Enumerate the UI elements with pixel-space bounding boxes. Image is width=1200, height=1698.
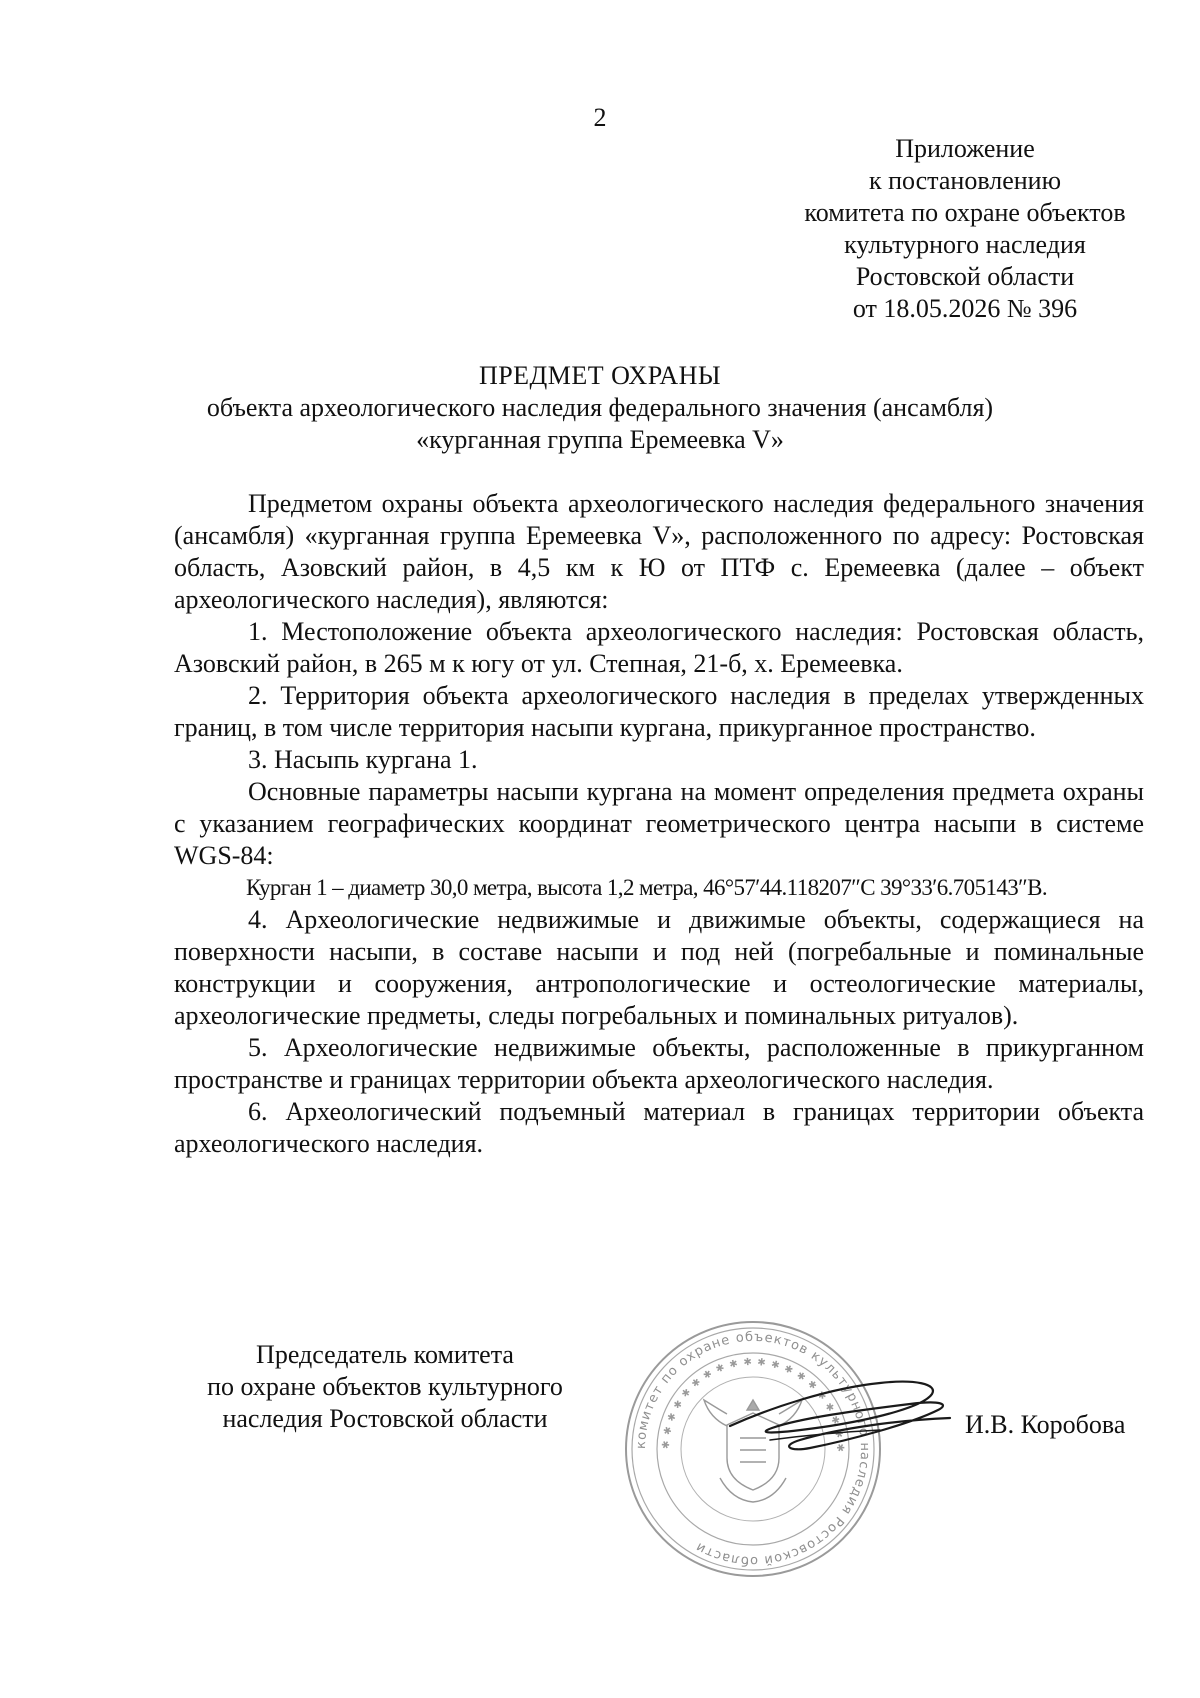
document-body [174,488,1144,1160]
item-2: 2. Территория объекта археологического наследия в пределах утвержденных границ, в том числе территория насыпи кургана, прикурганное пространство. [174,681,1144,742]
intro-paragraph: Предметом охраны объекта археологического наследия федерального значения (ансамбля) «курганная группа Еремеевка V», расположенного по адресу: Ростовская область, Азовский район, в 4,5 км к Ю от ПТФ с. Еремеевка (далее – объект археологического наследия), являются: [174,489,1144,614]
kurgan-parameters: Курган 1 – диаметр 30,0 метра, высота 1,2 метра, 46°57′44.118207″С 39°33′6.705143″В. [246,875,1048,900]
title-heading: ПРЕДМЕТ ОХРАНЫ [478,361,722,390]
appendix-line: Ростовской области [855,262,1075,291]
page-number: 2 [593,103,607,132]
document-title [0,360,1200,456]
appendix-line: от 18.05.2026 № 396 [852,294,1078,323]
position-line: наследия Ростовской области [222,1404,548,1433]
item-6: 6. Археологический подъемный материал в границах территории объекта археологического наследия. [174,1097,1144,1158]
title-object-name: «курганная группа Еремеевка V» [416,425,784,454]
appendix-line: комитета по охране объектов [804,198,1126,227]
appendix-line: к постановлению [868,166,1062,195]
item-3: 3. Насыпь кургана 1. [248,745,478,774]
seal-outer-text: комитет по охране объектов культурного наследия Ростовской области [633,1329,873,1569]
appendix-block [750,133,1180,325]
handwritten-signature [710,1348,960,1468]
signatory-name: И.В. Коробова [965,1410,1126,1439]
svg-text:✱ ✱ ✱ ✱ ✱ ✱ ✱ ✱ ✱ ✱ ✱ ✱ ✱ ✱ ✱: ✱ ✱ ✱ ✱ ✱ ✱ ✱ ✱ ✱ ✱ ✱ ✱ ✱ ✱ ✱ ✱ ✱ ✱ ✱ ✱ [660,1356,846,1453]
title-subheading: объекта археологического наследия федерального значения (ансамбля) [206,393,994,422]
item-5: 5. Археологические недвижимые объекты, расположенные в прикурганном пространстве и границах территории объекта археологического наследия. [174,1033,1144,1094]
params-paragraph: Основные параметры насыпи кургана на момент определения предмета охраны с указанием географических координат геометрического центра насыпи в системе WGS-84: [174,777,1144,870]
appendix-line: Приложение [895,134,1035,163]
signatory-position [175,1339,595,1435]
appendix-line: культурного наследия [844,230,1086,259]
position-line: Председатель комитета [256,1340,514,1369]
position-line: по охране объектов культурного [207,1372,563,1401]
item-1: 1. Местоположение объекта археологического наследия: Ростовская область, Азовский район, в 265 м к югу от ул. Степная, 21-б, х. Еремеевка. [174,617,1144,678]
item-4: 4. Археологические недвижимые и движимые объекты, содержащиеся на поверхности насыпи, в составе насыпи и под ней (погребальные и поминальные конструкции и сооружения, антропологические и остеологические материалы, археологические предметы, следы погребальных и поминальных ритуалов). [174,905,1144,1030]
